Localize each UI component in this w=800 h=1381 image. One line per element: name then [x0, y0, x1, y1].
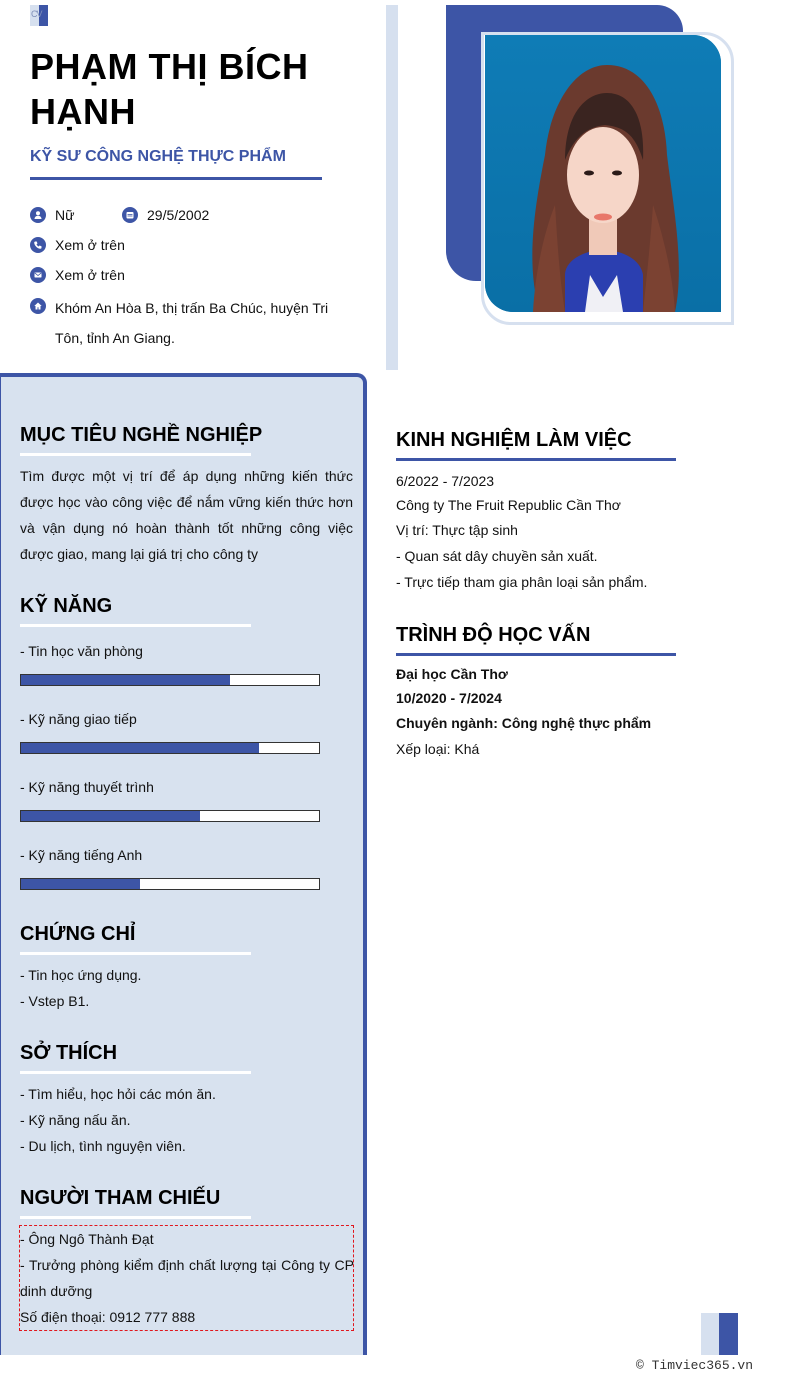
skill-bar	[20, 878, 320, 890]
reference-phone: Số điện thoại: 0912 777 888	[20, 1309, 196, 1325]
user-icon	[30, 207, 46, 223]
education-divider	[396, 653, 676, 656]
profile-photo	[485, 35, 721, 312]
email-value: Xem ở trên	[55, 267, 125, 283]
experience-position: Vị trí: Thực tập sinh	[396, 522, 518, 538]
skill-fill	[21, 675, 230, 685]
skill-label: - Kỹ năng tiếng Anh	[20, 847, 143, 863]
references-divider	[20, 1216, 251, 1219]
certificates-divider	[20, 952, 251, 955]
reference-position: - Trưởng phòng kiểm định chất lượng tại Công ty CP dinh dưỡng	[20, 1257, 354, 1299]
title-divider	[30, 177, 322, 180]
skills-title: KỸ NĂNG	[20, 595, 113, 617]
phone-value: Xem ở trên	[55, 237, 125, 253]
certificate-item: - Vstep B1.	[20, 993, 90, 1009]
education-school: Đại học Cần Thơ	[396, 666, 508, 682]
email-icon	[30, 267, 46, 283]
gender-row	[30, 207, 74, 223]
certificates-title: CHỨNG CHỈ	[20, 923, 136, 945]
gender-value: Nữ	[55, 207, 75, 223]
experience-duty: - Trực tiếp tham gia phân loại sản phẩm.	[396, 574, 648, 590]
references-title: NGƯỜI THAM CHIẾU	[20, 1187, 221, 1209]
skill-bar	[20, 674, 320, 686]
birthdate-row	[122, 207, 209, 223]
home-icon	[30, 298, 46, 314]
skill-label: - Kỹ năng thuyết trình	[20, 779, 154, 795]
phone-row	[30, 237, 125, 253]
objective-divider	[20, 453, 251, 456]
cv-logo	[30, 5, 48, 26]
phone-icon	[30, 237, 46, 253]
skill-bar	[20, 810, 320, 822]
hobby-item: - Kỹ năng nấu ăn.	[20, 1112, 131, 1128]
education-period: 10/2020 - 7/2024	[396, 690, 502, 706]
education-title: TRÌNH ĐỘ HỌC VẤN	[396, 624, 591, 646]
skill-label: - Tin học văn phòng	[20, 643, 143, 659]
vertical-divider	[386, 5, 398, 370]
hobbies-title: SỞ THÍCH	[20, 1042, 118, 1064]
skill-fill	[21, 879, 140, 889]
experience-period: 6/2022 - 7/2023	[396, 473, 495, 489]
calendar-icon	[122, 207, 138, 223]
skill-bar	[20, 742, 320, 754]
cv-logo-text: CV	[31, 9, 42, 19]
email-row	[30, 267, 125, 283]
footer-logo-mark	[701, 1313, 738, 1355]
skills-divider	[20, 624, 251, 627]
hobbies-divider	[20, 1071, 251, 1074]
copyright-text: © Timviec365.vn	[636, 1358, 754, 1373]
hobby-item: - Du lịch, tình nguyện viên.	[20, 1138, 186, 1154]
skill-fill	[21, 743, 259, 753]
objective-title: MỤC TIÊU NGHỀ NGHIỆP	[20, 424, 263, 446]
hobby-item: - Tìm hiểu, học hỏi các món ăn.	[20, 1086, 216, 1102]
objective-text: Tìm được một vị trí để áp dụng những kiến thức được học vào công việc để nắm vững kiến thức hơn và vận dụng nó hoàn thành tốt những công việc được giao, mang lại giá trị cho công ty	[20, 468, 353, 562]
job-title: KỸ SƯ CÔNG NGHỆ THỰC PHẨM	[30, 148, 286, 165]
experience-duty: - Quan sát dây chuyền sản xuất.	[396, 548, 598, 564]
certificate-item: - Tin học ứng dụng.	[20, 967, 142, 983]
education-grade: Xếp loại: Khá	[396, 741, 480, 757]
address-value: Khóm An Hòa B, thị trấn Ba Chúc, huyện Tri Tôn, tỉnh An Giang.	[55, 300, 329, 346]
experience-title: KINH NGHIỆM LÀM VIỆC	[396, 429, 632, 451]
skill-label: - Kỹ năng giao tiếp	[20, 711, 137, 727]
education-major: Chuyên ngành: Công nghệ thực phẩm	[396, 715, 652, 731]
candidate-name: PHẠM THỊ BÍCH HẠNH	[30, 46, 309, 132]
experience-divider	[396, 458, 676, 461]
experience-company: Công ty The Fruit Republic Cần Thơ	[396, 497, 621, 513]
reference-name: - Ông Ngô Thành Đạt	[20, 1231, 154, 1247]
skill-fill	[21, 811, 200, 821]
birthdate-value: 29/5/2002	[147, 207, 210, 223]
